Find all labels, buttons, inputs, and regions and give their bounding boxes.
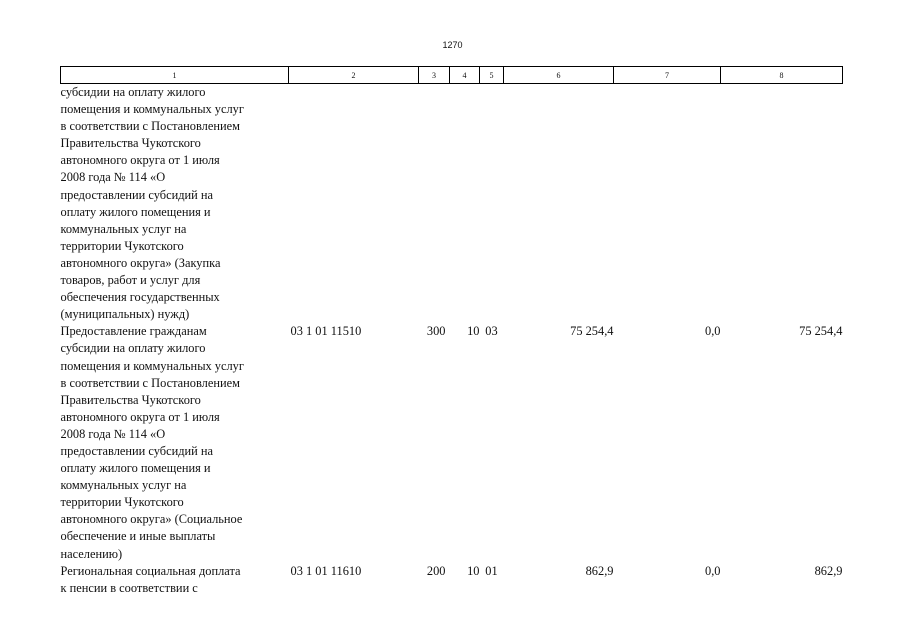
row-section: 10 <box>467 324 480 339</box>
row-change <box>614 84 721 324</box>
row-subsection: 01 <box>485 563 498 578</box>
row-change: 0,0 <box>705 324 721 339</box>
table-row <box>61 323 843 562</box>
row-total: 75 254,4 <box>799 324 843 339</box>
column-number-7: 7 <box>614 67 721 84</box>
row-target-code: 03 1 01 11510 <box>290 324 362 339</box>
row-expense-type: 200 <box>426 563 446 578</box>
table-row <box>61 84 843 324</box>
column-number-1: 1 <box>61 67 289 84</box>
row-expense-type <box>419 84 450 324</box>
row-section <box>450 84 480 324</box>
row-section: 10 <box>467 563 480 578</box>
row-name: субсидии на оплату жилого помещения и коммунальных услуг в соответствии с Постановлением Правительства Чукотского автономного округа от 1 июля 2008 года № 114 «О предоставлении субсидий на оплату жилого помещения и коммунальных услуг на территории Чукотского автономного округа» (Закупка товаров, работ и услуг для обеспечения государственных (муниципальных) нужд) <box>60 85 244 322</box>
row-total <box>721 84 843 324</box>
row-expense-type: 300 <box>426 324 446 339</box>
row-total: 862,9 <box>814 563 843 578</box>
column-number-4: 4 <box>450 67 480 84</box>
table-body <box>61 84 843 597</box>
header-row <box>61 67 843 84</box>
column-number-8: 8 <box>721 67 843 84</box>
row-target-code: 03 1 01 11610 <box>290 563 362 578</box>
row-amount <box>504 84 614 324</box>
row-subsection <box>480 84 504 324</box>
budget-table <box>60 66 843 597</box>
table-header <box>61 67 843 84</box>
row-subsection: 03 <box>485 324 498 339</box>
page-number: 1270 <box>442 40 463 50</box>
row-name: Предоставление гражданам субсидии на оплату жилого помещения и коммунальных услуг в соответствии с Постановлением Правительства Чукотского автономного округа от 1 июля 2008 года № 114 «О предоставлении субсидий на оплату жилого помещения и коммунальных услуг на территории Чукотского автономного округа» (Социальное обеспечение и иные выплаты населению) <box>60 324 244 561</box>
row-name: Региональная социальная доплата к пенсии в соответствии с <box>60 563 241 595</box>
column-number-2: 2 <box>289 67 419 84</box>
row-amount: 862,9 <box>585 563 614 578</box>
column-number-5: 5 <box>480 67 504 84</box>
column-number-6: 6 <box>504 67 614 84</box>
column-number-3: 3 <box>419 67 450 84</box>
row-target-code <box>289 84 419 324</box>
row-change: 0,0 <box>705 563 721 578</box>
table-row <box>61 563 843 597</box>
row-amount: 75 254,4 <box>570 324 614 339</box>
